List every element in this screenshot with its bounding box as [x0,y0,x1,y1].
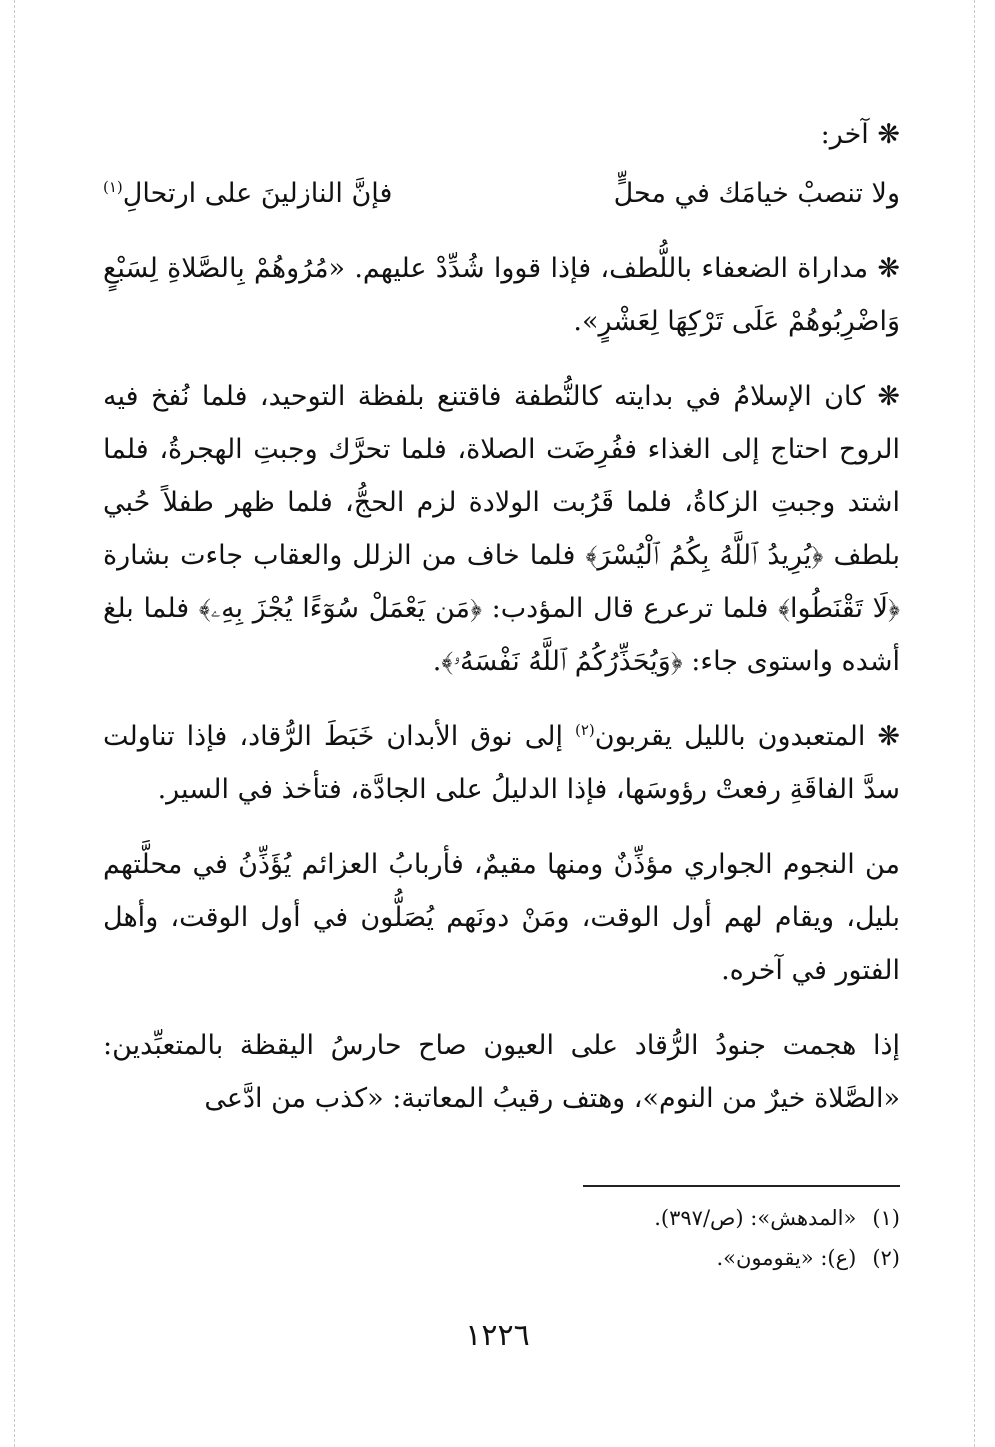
left-margin-line [14,0,15,1447]
paragraph-kindness: ❋ مداراة الضعفاء باللُّطف، فإذا قووا شُدِّدْ عليهم. «مُرُوهُمْ بِالصَّلاةِ لِسَبْعٍ وَاضْرِبُوهُمْ عَلَى تَرْكِهَا لِعَشْرٍ». [103,253,900,337]
footnote-ref-1[interactable]: (١) [103,178,123,196]
footnote-2 [103,1238,900,1278]
page-number: ١٢٢٦ [465,1318,530,1353]
page-body [103,108,900,1147]
footnote-text: (ع): «يقومون». [716,1246,857,1270]
footnote-text: «المدهش»: (ص/٣٩٧). [654,1206,857,1230]
verse-second-hemistich: فإنَّ النازلينَ على ارتحالِ$^{(١)}$ [103,178,393,209]
right-margin-line [974,0,975,1447]
footnote-number: (١) [872,1206,900,1230]
verse-first-hemistich: ولا تنصبْ خيامَك في محلٍّ [613,178,900,209]
paragraph-stars: من النجوم الجواري مؤذِّنٌ ومنها مقيمٌ، فأربابُ العزائم يُؤَذِّنُ في محلَّتهم بليل، ويقام لهم أول الوقت، ومَنْ دونَهم يُصَلُّون في أول الوقت، وأهل الفتور في آخره. [103,849,900,986]
footnote-ref-2[interactable]: (٢) [574,721,595,739]
paragraph-islam-growth: ❋ كان الإسلامُ في بدايته كالنُّطفة فاقتنع بلفظة التوحيد، فلما نُفخ فيه الروح احتاج إلى الغذاء ففُرِضَت الصلاة، فلما تحرَّك وجبتِ الهجرةُ، فلما اشتد وجبتِ الزكاةُ، فلما قَرُبت الولادة لزم الحجُّ، فلما ظهر طفلاً حُبي بلطف ﴿يُرِيدُ ٱللَّهُ بِكُمُ ٱلْيُسْرَ﴾ فلما خاف من الزلل والعقاب جاءت بشارة ﴿لَا تَقْنَطُوا﴾ فلما ترعرع قال المؤدب: ﴿مَن يَعْمَلْ سُوٓءًا يُجْزَ بِهِۦ﴾ فلما بلغ أشده واستوى جاء: ﴿وَيُحَذِّرُكُمُ ٱللَّهُ نَفْسَهُۥ﴾. [103,381,900,677]
footnote-separator [583,1185,900,1187]
footnote-1 [103,1198,900,1238]
footnote-number: (٢) [872,1246,900,1270]
poem-verse [103,167,900,220]
paragraph-night-worshippers: ❋ المتعبدون بالليل يقربون$^{(٢)}$ إلى نوق الأبدان خَبَطَ الرُّقاد، فإذا تناولت سدَّ الفاقَةِ رفعتْ رؤوسَها، فإذا الدليلُ على الجادَّة، فتأخذ في السير. [103,721,900,805]
paragraph-sleep-soldiers: إذا هجمت جنودُ الرُّقاد على العيون صاح حارسُ اليقظة بالمتعبِّدين: «الصَّلاة خيرٌ من النوم»، وهتف رقيبُ المعاتبة: «كذب من ادَّعى [103,1030,900,1114]
section-heading: ❋ آخر: [820,119,900,150]
footnotes [103,1198,900,1278]
